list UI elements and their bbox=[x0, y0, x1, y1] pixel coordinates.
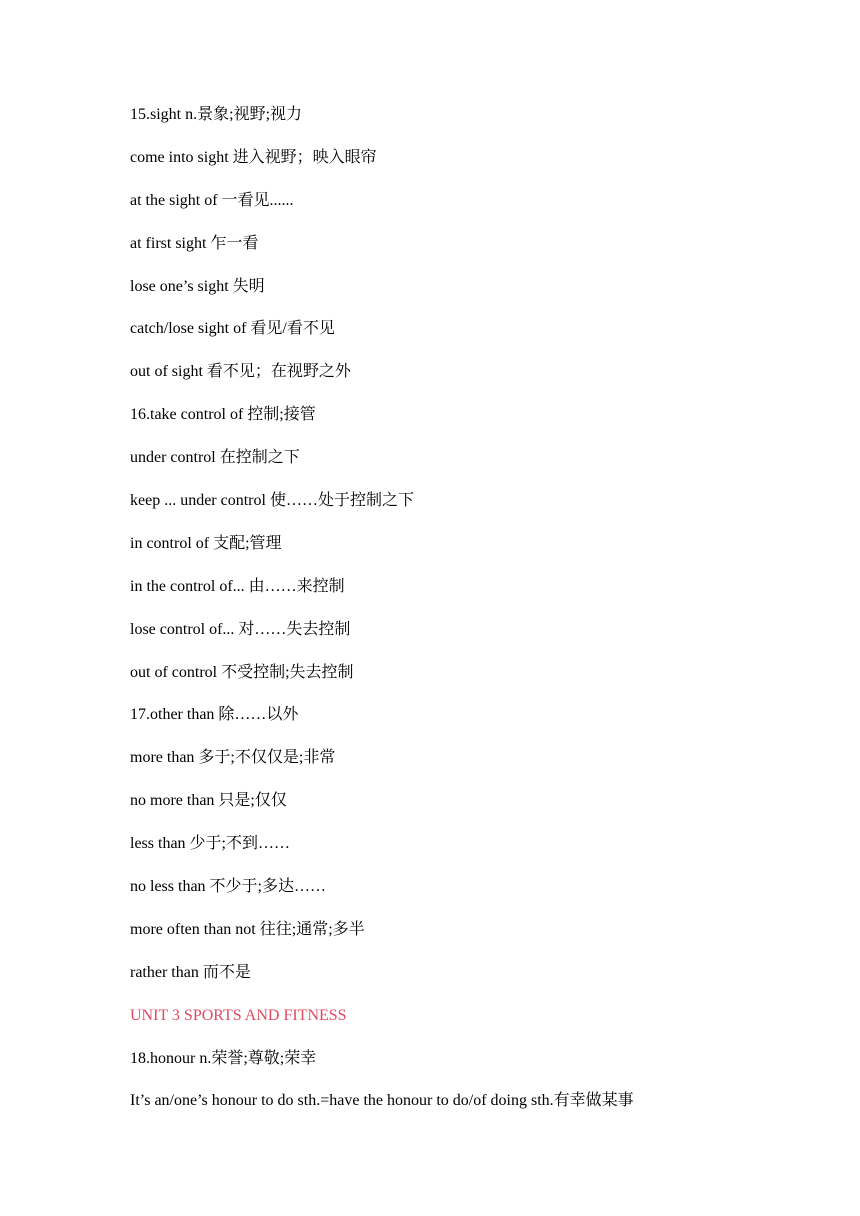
phrase-line: at the sight of 一看见...... bbox=[130, 191, 294, 209]
phrase-line: no less than 不少于;多达…… bbox=[130, 878, 326, 896]
phrase-line: keep ... under control 使……处于控制之下 bbox=[130, 492, 414, 510]
phrase-line: in the control of... 由……来控制 bbox=[130, 577, 345, 595]
phrase-line: It’s an/one’s honour to do sth.=have the honour to do/of doing sth.有幸做某事 bbox=[130, 1092, 634, 1110]
phrase-line: catch/lose sight of 看见/看不见 bbox=[130, 320, 335, 338]
phrase-line: lose one’s sight 失明 bbox=[130, 277, 265, 295]
unit-heading: UNIT 3 SPORTS AND FITNESS bbox=[130, 1006, 347, 1024]
entry-other-than: 17.other than 除……以外 bbox=[130, 706, 299, 724]
phrase-line: lose control of... 对……失去控制 bbox=[130, 620, 351, 638]
phrase-line: in control of 支配;管理 bbox=[130, 534, 282, 552]
phrase-line: no more than 只是;仅仅 bbox=[130, 792, 287, 810]
phrase-line: rather than 而不是 bbox=[130, 963, 251, 981]
phrase-line: less than 少于;不到…… bbox=[130, 835, 290, 853]
entry-honour: 18.honour n.荣誉;尊敬;荣幸 bbox=[130, 1049, 317, 1067]
vocabulary-list bbox=[130, 104, 810, 1133]
entry-control: 16.take control of 控制;接管 bbox=[130, 406, 316, 424]
phrase-line: under control 在控制之下 bbox=[130, 449, 300, 467]
phrase-line: more often than not 往往;通常;多半 bbox=[130, 920, 365, 938]
phrase-line: out of sight 看不见；在视野之外 bbox=[130, 363, 351, 381]
phrase-line: come into sight 进入视野；映入眼帘 bbox=[130, 148, 377, 166]
phrase-line: more than 多于;不仅仅是;非常 bbox=[130, 749, 336, 767]
phrase-line: out of control 不受控制;失去控制 bbox=[130, 663, 354, 681]
phrase-line: at first sight 乍一看 bbox=[130, 234, 259, 252]
entry-sight: 15.sight n.景象;视野;视力 bbox=[130, 106, 303, 123]
